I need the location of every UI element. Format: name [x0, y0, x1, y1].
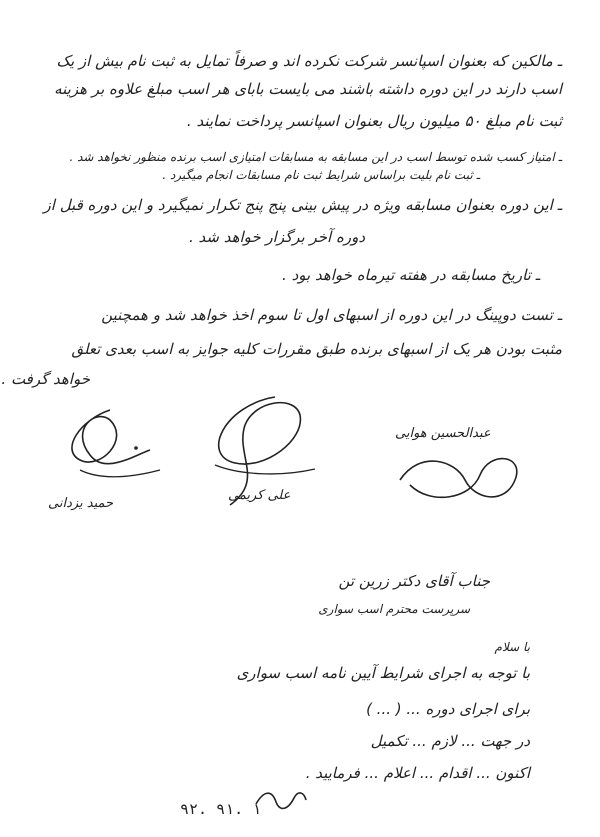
note-title: سرپرست محترم اسب سواری [318, 602, 470, 616]
note-body-line-2: برای اجرای دوره ... ( ... ) [366, 700, 530, 718]
body-line-4: ـ امتیاز کسب شده توسط اسب در این مسابقه به مسابقات امتیازی اسب برنده منظور نخواهد شد . [69, 150, 562, 164]
note-body-line-3: در جهت ... لازم ... تکمیل [370, 732, 530, 750]
note-body-line-1: با توجه به اجرای شرایط آیین نامه اسب سواری [236, 664, 530, 682]
note-body-line-4: اکنون ... اقدام ... اعلام ... فرمایید . [305, 764, 530, 782]
signature-right-name: عبدالحسین هوایی [395, 426, 491, 441]
body-line-9: ـ تست دوپینگ در این دوره از اسبهای اول تا سوم اخذ خواهد شد و همچنین [101, 306, 562, 324]
body-line-6: ـ این دوره بعنوان مسابقه ویژه در پیش بینی پنج پنج تکرار نمیگیرد و این دوره قبل از [43, 196, 562, 214]
body-line-11: خواهد گرفت . [1, 370, 90, 388]
body-line-2: اسب دارند در این دوره داشته باشند می بایست بابای هر اسب مبلغ علاوه بر هزینه [54, 80, 562, 98]
body-line-7: دوره آخر برگزار خواهد شد . [188, 228, 365, 246]
body-line-8: ـ تاریخ مسابقه در هفته تیرماه خواهد بود . [282, 266, 540, 284]
note-salutation: جناب آقای دکتر زرین تن [338, 572, 490, 590]
signature-middle [185, 385, 355, 525]
body-line-3: ثبت نام مبلغ ۵۰ میلیون ریال بعنوان اسپانسر پرداخت نمایند . [186, 112, 562, 130]
body-line-1: ـ مالکین که بعنوان اسپانسر شرکت نکرده اند و صرفاً تمایل به ثبت نام بیش از یک [56, 52, 562, 70]
note-date: ۹۲. ۹۱. ۱ [180, 800, 262, 818]
signature-left-name: حمید یزدانی [48, 496, 114, 511]
body-line-10: مثبت بودن هر یک از اسبهای برنده طبق مقررات کلیه جوایز به اسب بعدی تعلق [71, 340, 562, 358]
note-greeting: با سلام [494, 640, 530, 654]
body-line-5: ـ ثبت نام بلیت براساس شرایط ثبت نام مسابقات انجام میگیرد . [162, 168, 480, 182]
signature-middle-name: علی کریمی [228, 488, 291, 503]
